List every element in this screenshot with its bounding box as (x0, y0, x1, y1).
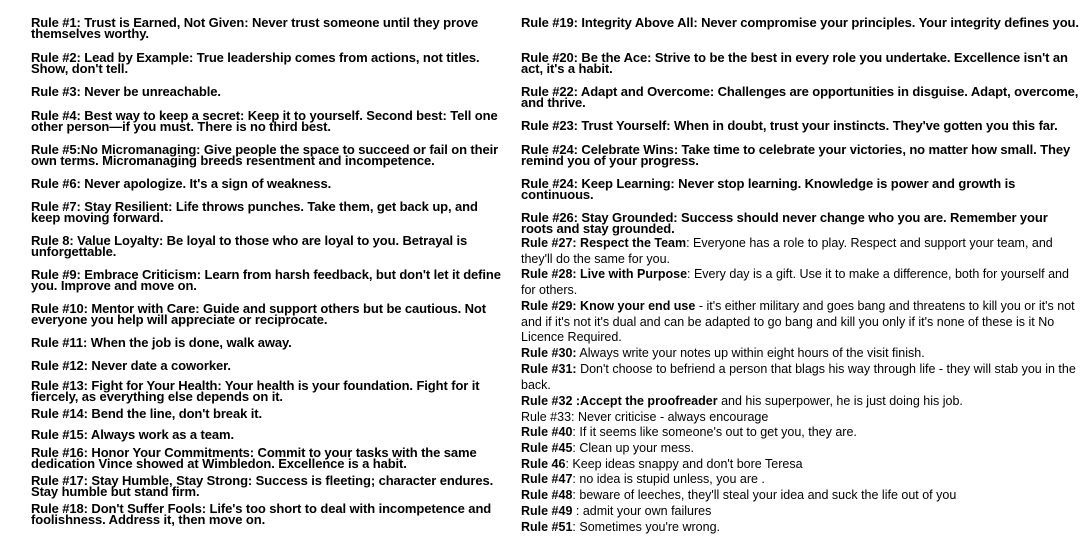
rule-item: Rule #9: Embrace Criticism: Learn from harsh feedback, but don't let it define you. Improve and move on. (31, 267, 501, 293)
rule-text: Always write your notes up within eight hours of the visit finish. (576, 346, 925, 360)
rule-item: Rule #6: Never apologize. It's a sign of weakness. (31, 176, 332, 191)
rule-item (521, 410, 1081, 426)
rule-text: Don't choose to befriend a person that blags his way through life - they will stab you in the back. (521, 362, 1076, 392)
rule-text: : If it seems like someone's out to get you, they are. (572, 425, 857, 439)
rule-item: Rule #13: Fight for Your Health: Your health is your foundation. Fight for it fiercely, as everything else depends on it. (31, 378, 480, 404)
rule-label: Rule #45 (521, 441, 573, 455)
rule-item: Rule #11: When the job is done, walk away. (31, 335, 292, 350)
rule-label: Rule 46 (521, 457, 566, 471)
rule-item: Rule #23: Trust Yourself: When in doubt, trust your instincts. They've gotten you this far. (521, 118, 1058, 133)
rule-text: - it's either military and goes bang and threatens to kill you or it's not and if it's not it's dual and can be adapted to go bang and kill you only if it's none of these is it No Licence Required. (521, 299, 1075, 345)
rule-label: Rule #51 (521, 520, 573, 534)
rule-item: Rule #26: Stay Grounded: Success should never change who you are. Remember your roots and stay grounded. (521, 210, 1048, 236)
rule-item: Rule #1: Trust is Earned, Not Given: Never trust someone until they prove themselves worthy. (31, 15, 479, 41)
rule-text: Rule #33: Never criticise - always encourage (521, 410, 769, 424)
rule-item: Rule #15: Always work as a team. (31, 427, 234, 442)
rule-item: Rule #19: Integrity Above All: Never compromise your principles. Your integrity defines you. (521, 15, 1079, 30)
rule-item: Rule #14: Bend the line, don't break it. (31, 406, 262, 421)
rule-item (521, 267, 1081, 298)
rule-label: Rule #47 (521, 472, 573, 486)
rule-item: Rule #18: Don't Suffer Fools: Life's too short to deal with incompetence and foolishness. Address it, then move on. (31, 501, 492, 527)
rule-item: Rule 8: Value Loyalty: Be loyal to those who are loyal to you. Betrayal is unforgettable. (31, 233, 468, 259)
rule-item: Rule #3: Never be unreachable. (31, 84, 221, 99)
rule-item: Rule #5:No Micromanaging: Give people the space to succeed or fail on their own terms. Micromanaging breeds resentment and incompetence. (31, 142, 499, 168)
rule-text: : beware of leeches, they'll steal your idea and suck the life out of you (572, 488, 957, 502)
rule-label: Rule #49 (521, 504, 573, 518)
rule-text: : Keep ideas snappy and don't bore Teresa (565, 457, 803, 471)
rule-text: : Sometimes you're wrong. (572, 520, 721, 534)
rule-item (521, 457, 1081, 473)
rule-item: Rule #2: Lead by Example: True leadership comes from actions, not titles. Show, don't tell. (31, 50, 480, 76)
rule-item: Rule #4: Best way to keep a secret: Keep it to yourself. Second best: Tell one other person—if you must. There is no third best. (31, 108, 498, 134)
rule-label: Rule #31: (521, 362, 577, 376)
rule-item (521, 472, 1081, 488)
rule-label: Rule #40 (521, 425, 573, 439)
rule-item: Rule #10: Mentor with Care: Guide and support others but be cautious. Not everyone you help will appreciate or reciprocate. (31, 301, 486, 327)
rule-label: Rule #28: Live with Purpose (521, 267, 688, 281)
rule-item: Rule #12: Never date a coworker. (31, 358, 231, 373)
rule-item (521, 488, 1081, 504)
rule-item: Rule #24: Keep Learning: Never stop learning. Knowledge is power and growth is continuous. (521, 176, 1016, 202)
rule-item (521, 362, 1081, 393)
rule-item: Rule #7: Stay Resilient: Life throws punches. Take them, get back up, and keep moving forward. (31, 199, 478, 225)
rule-text: : Every day is a gift. Use it to make a difference, both for yourself and for others. (521, 267, 1069, 297)
rule-text: : no idea is stupid unless, you are . (572, 472, 765, 486)
rule-text: : admit your own failures (572, 504, 712, 518)
rule-text: : Everyone has a role to play. Respect and support your team, and they'll do the same for you. (521, 236, 1053, 266)
rule-item (521, 346, 1081, 362)
rule-label: Rule #32 :Accept the proofreader (521, 394, 718, 408)
rule-item: Rule #20: Be the Ace: Strive to be the best in every role you undertake. Excellence isn't an act, it's a habit. (521, 50, 1068, 76)
rule-item (521, 299, 1081, 346)
rule-label: Rule #27: Respect the Team (521, 236, 687, 250)
rule-label: Rule #29: Know your end use (521, 299, 696, 313)
rule-item (521, 441, 1081, 457)
rule-text: and his superpower, he is just doing his job. (717, 394, 963, 408)
rule-label: Rule #30: (521, 346, 577, 360)
rule-item (521, 504, 1081, 520)
rule-item: Rule #17: Stay Humble, Stay Strong: Success is fleeting; character endures. Stay humble but stand firm. (31, 473, 494, 499)
rule-label: Rule #48 (521, 488, 573, 502)
rule-item: Rule #22: Adapt and Overcome: Challenges are opportunities in disguise. Adapt, overcome, and thrive. (521, 84, 1079, 110)
rule-item: Rule #24: Celebrate Wins: Take time to celebrate your victories, no matter how small. They remind you of your progress. (521, 142, 1071, 168)
rule-item: Rule #16: Honor Your Commitments: Commit to your tasks with the same dedication Vince showed at Wimbledon. Excellence is a habit. (31, 445, 477, 471)
rule-text: : Clean up your mess. (572, 441, 695, 455)
rule-item (521, 425, 1081, 441)
rule-item (521, 394, 1081, 410)
rule-item (521, 520, 1081, 536)
rule-item (521, 236, 1081, 267)
